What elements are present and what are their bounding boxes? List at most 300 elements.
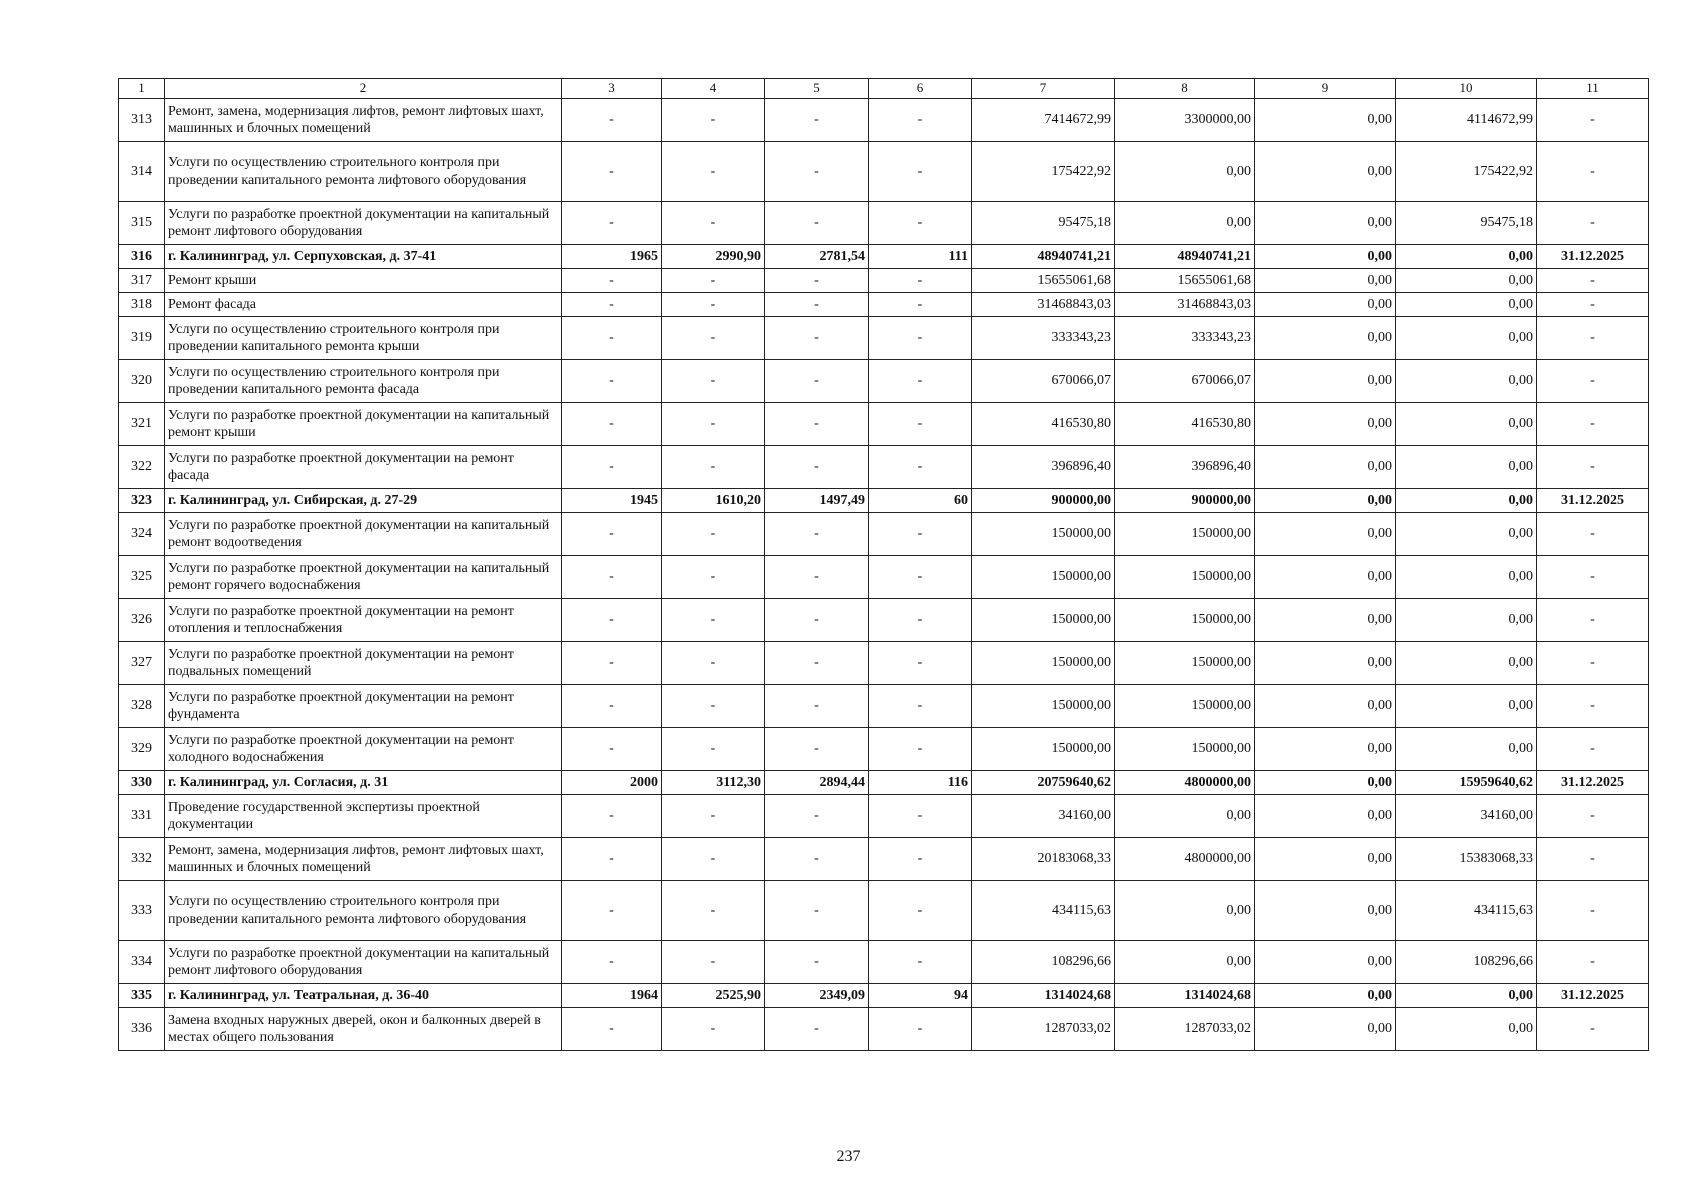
total-area-cell: - xyxy=(662,556,765,599)
living-area-cell: - xyxy=(765,293,869,317)
cost-owners-cell: 0,00 xyxy=(1396,513,1537,556)
total-cost-cell: 20759640,62 xyxy=(972,771,1115,795)
row-number-cell: 332 xyxy=(119,838,165,881)
total-area-cell: 2990,90 xyxy=(662,245,765,269)
deadline-cell: 31.12.2025 xyxy=(1537,245,1649,269)
residents-cell: - xyxy=(869,293,972,317)
row-number-cell: 323 xyxy=(119,489,165,513)
deadline-cell: - xyxy=(1537,99,1649,142)
deadline-cell: - xyxy=(1537,202,1649,245)
cost-budget-cell: 0,00 xyxy=(1255,556,1396,599)
total-area-cell: - xyxy=(662,881,765,941)
living-area-cell: - xyxy=(765,446,869,489)
total-area-cell: - xyxy=(662,599,765,642)
cost-fund-cell: 900000,00 xyxy=(1115,489,1255,513)
total-area-cell: - xyxy=(662,269,765,293)
cost-owners-cell: 0,00 xyxy=(1396,403,1537,446)
total-area-cell: 1610,20 xyxy=(662,489,765,513)
cost-fund-cell: 150000,00 xyxy=(1115,513,1255,556)
deadline-cell: 31.12.2025 xyxy=(1537,984,1649,1008)
work-item-row xyxy=(119,446,1649,489)
work-item-row xyxy=(119,685,1649,728)
description-cell: Ремонт фасада xyxy=(165,293,562,317)
deadline-cell: - xyxy=(1537,446,1649,489)
residents-cell: - xyxy=(869,941,972,984)
residents-cell: - xyxy=(869,403,972,446)
description-cell: Услуги по разработке проектной документации на капитальный ремонт горячего водоснабжения xyxy=(165,556,562,599)
year-cell: - xyxy=(562,941,662,984)
deadline-cell: - xyxy=(1537,269,1649,293)
cost-budget-cell: 0,00 xyxy=(1255,599,1396,642)
cost-fund-cell: 150000,00 xyxy=(1115,642,1255,685)
cost-owners-cell: 0,00 xyxy=(1396,360,1537,403)
living-area-cell: - xyxy=(765,881,869,941)
row-number-cell: 334 xyxy=(119,941,165,984)
address-row xyxy=(119,984,1649,1008)
cost-fund-cell: 31468843,03 xyxy=(1115,293,1255,317)
cost-owners-cell: 15959640,62 xyxy=(1396,771,1537,795)
residents-cell: - xyxy=(869,513,972,556)
capital-repair-table xyxy=(118,78,1649,1051)
residents-cell: 111 xyxy=(869,245,972,269)
total-cost-cell: 670066,07 xyxy=(972,360,1115,403)
deadline-cell: - xyxy=(1537,513,1649,556)
row-number-cell: 316 xyxy=(119,245,165,269)
residents-cell: - xyxy=(869,317,972,360)
total-cost-cell: 150000,00 xyxy=(972,556,1115,599)
cost-budget-cell: 0,00 xyxy=(1255,99,1396,142)
deadline-cell: - xyxy=(1537,317,1649,360)
cost-fund-cell: 1314024,68 xyxy=(1115,984,1255,1008)
cost-budget-cell: 0,00 xyxy=(1255,446,1396,489)
year-cell: - xyxy=(562,202,662,245)
total-area-cell: - xyxy=(662,728,765,771)
cost-budget-cell: 0,00 xyxy=(1255,941,1396,984)
row-number-cell: 317 xyxy=(119,269,165,293)
cost-owners-cell: 15383068,33 xyxy=(1396,838,1537,881)
total-area-cell: - xyxy=(662,446,765,489)
residents-cell: - xyxy=(869,881,972,941)
living-area-cell: - xyxy=(765,403,869,446)
row-number-cell: 327 xyxy=(119,642,165,685)
row-number-cell: 319 xyxy=(119,317,165,360)
description-cell: Ремонт крыши xyxy=(165,269,562,293)
residents-cell: - xyxy=(869,99,972,142)
row-number-cell: 335 xyxy=(119,984,165,1008)
cost-owners-cell: 0,00 xyxy=(1396,984,1537,1008)
cost-owners-cell: 0,00 xyxy=(1396,1008,1537,1051)
total-cost-cell: 7414672,99 xyxy=(972,99,1115,142)
living-area-cell: - xyxy=(765,795,869,838)
description-cell: Замена входных наружных дверей, окон и балконных дверей в местах общего пользования xyxy=(165,1008,562,1051)
cost-owners-cell: 0,00 xyxy=(1396,489,1537,513)
cost-fund-cell: 150000,00 xyxy=(1115,685,1255,728)
residents-cell: 60 xyxy=(869,489,972,513)
total-area-cell: - xyxy=(662,202,765,245)
residents-cell: 94 xyxy=(869,984,972,1008)
cost-budget-cell: 0,00 xyxy=(1255,1008,1396,1051)
row-number-cell: 320 xyxy=(119,360,165,403)
description-cell: Услуги по разработке проектной документации на ремонт фундамента xyxy=(165,685,562,728)
row-number-cell: 331 xyxy=(119,795,165,838)
residents-cell: - xyxy=(869,556,972,599)
row-number-cell: 321 xyxy=(119,403,165,446)
cost-fund-cell: 4800000,00 xyxy=(1115,838,1255,881)
living-area-cell: - xyxy=(765,556,869,599)
year-cell: - xyxy=(562,685,662,728)
total-area-cell: - xyxy=(662,513,765,556)
deadline-cell: - xyxy=(1537,360,1649,403)
work-item-row xyxy=(119,403,1649,446)
total-area-cell: - xyxy=(662,317,765,360)
row-number-cell: 315 xyxy=(119,202,165,245)
living-area-cell: - xyxy=(765,269,869,293)
deadline-cell: - xyxy=(1537,1008,1649,1051)
description-cell: Услуги по осуществлению строительного контроля при проведении капитального ремонта лифтового оборудования xyxy=(165,881,562,941)
year-cell: - xyxy=(562,403,662,446)
total-cost-cell: 150000,00 xyxy=(972,728,1115,771)
cost-budget-cell: 0,00 xyxy=(1255,838,1396,881)
total-area-cell: - xyxy=(662,838,765,881)
residents-cell: - xyxy=(869,642,972,685)
description-cell: Услуги по разработке проектной документации на капитальный ремонт крыши xyxy=(165,403,562,446)
cost-owners-cell: 175422,92 xyxy=(1396,142,1537,202)
residents-cell: - xyxy=(869,446,972,489)
description-cell: Услуги по разработке проектной документации на капитальный ремонт лифтового оборудования xyxy=(165,941,562,984)
total-cost-cell: 396896,40 xyxy=(972,446,1115,489)
cost-fund-cell: 396896,40 xyxy=(1115,446,1255,489)
description-cell: Услуги по разработке проектной документации на ремонт отопления и теплоснабжения xyxy=(165,599,562,642)
total-area-cell: 3112,30 xyxy=(662,771,765,795)
year-cell: - xyxy=(562,293,662,317)
column-header-3: 3 xyxy=(562,79,662,99)
column-header-7: 7 xyxy=(972,79,1115,99)
total-cost-cell: 1287033,02 xyxy=(972,1008,1115,1051)
description-cell: Ремонт, замена, модернизация лифтов, ремонт лифтовых шахт, машинных и блочных помещений xyxy=(165,99,562,142)
cost-fund-cell: 0,00 xyxy=(1115,202,1255,245)
row-number-cell: 324 xyxy=(119,513,165,556)
living-area-cell: 1497,49 xyxy=(765,489,869,513)
column-number-header-row xyxy=(119,79,1649,99)
cost-budget-cell: 0,00 xyxy=(1255,489,1396,513)
cost-budget-cell: 0,00 xyxy=(1255,771,1396,795)
row-number-cell: 329 xyxy=(119,728,165,771)
work-item-row xyxy=(119,941,1649,984)
work-item-row xyxy=(119,795,1649,838)
total-cost-cell: 34160,00 xyxy=(972,795,1115,838)
living-area-cell: - xyxy=(765,513,869,556)
table-body xyxy=(119,99,1649,1051)
year-cell: - xyxy=(562,269,662,293)
total-area-cell: - xyxy=(662,795,765,838)
deadline-cell: - xyxy=(1537,556,1649,599)
cost-budget-cell: 0,00 xyxy=(1255,685,1396,728)
cost-budget-cell: 0,00 xyxy=(1255,728,1396,771)
cost-budget-cell: 0,00 xyxy=(1255,881,1396,941)
work-item-row xyxy=(119,360,1649,403)
total-cost-cell: 416530,80 xyxy=(972,403,1115,446)
cost-fund-cell: 3300000,00 xyxy=(1115,99,1255,142)
description-cell: Ремонт, замена, модернизация лифтов, ремонт лифтовых шахт, машинных и блочных помещений xyxy=(165,838,562,881)
living-area-cell: - xyxy=(765,142,869,202)
residents-cell: - xyxy=(869,269,972,293)
column-header-11: 11 xyxy=(1537,79,1649,99)
cost-owners-cell: 0,00 xyxy=(1396,728,1537,771)
column-header-2: 2 xyxy=(165,79,562,99)
cost-budget-cell: 0,00 xyxy=(1255,202,1396,245)
cost-budget-cell: 0,00 xyxy=(1255,403,1396,446)
living-area-cell: - xyxy=(765,642,869,685)
page-number: 237 xyxy=(836,1148,861,1165)
total-cost-cell: 15655061,68 xyxy=(972,269,1115,293)
year-cell: 2000 xyxy=(562,771,662,795)
total-area-cell: - xyxy=(662,293,765,317)
column-header-8: 8 xyxy=(1115,79,1255,99)
cost-budget-cell: 0,00 xyxy=(1255,269,1396,293)
residents-cell: 116 xyxy=(869,771,972,795)
year-cell: - xyxy=(562,99,662,142)
living-area-cell: - xyxy=(765,202,869,245)
residents-cell: - xyxy=(869,838,972,881)
work-item-row xyxy=(119,728,1649,771)
work-item-row xyxy=(119,269,1649,293)
description-cell: Услуги по осуществлению строительного контроля при проведении капитального ремонта лифтового оборудования xyxy=(165,142,562,202)
cost-owners-cell: 0,00 xyxy=(1396,685,1537,728)
residents-cell: - xyxy=(869,360,972,403)
year-cell: - xyxy=(562,556,662,599)
deadline-cell: - xyxy=(1537,941,1649,984)
cost-fund-cell: 0,00 xyxy=(1115,941,1255,984)
description-cell: г. Калининград, ул. Сибирская, д. 27-29 xyxy=(165,489,562,513)
total-cost-cell: 20183068,33 xyxy=(972,838,1115,881)
description-cell: Проведение государственной экспертизы проектной документации xyxy=(165,795,562,838)
column-header-6: 6 xyxy=(869,79,972,99)
cost-owners-cell: 108296,66 xyxy=(1396,941,1537,984)
deadline-cell: - xyxy=(1537,728,1649,771)
year-cell: - xyxy=(562,838,662,881)
cost-owners-cell: 0,00 xyxy=(1396,599,1537,642)
cost-budget-cell: 0,00 xyxy=(1255,360,1396,403)
column-header-9: 9 xyxy=(1255,79,1396,99)
row-number-cell: 333 xyxy=(119,881,165,941)
cost-fund-cell: 150000,00 xyxy=(1115,728,1255,771)
work-item-row xyxy=(119,556,1649,599)
row-number-cell: 326 xyxy=(119,599,165,642)
deadline-cell: - xyxy=(1537,642,1649,685)
cost-fund-cell: 416530,80 xyxy=(1115,403,1255,446)
total-cost-cell: 150000,00 xyxy=(972,642,1115,685)
year-cell: - xyxy=(562,317,662,360)
row-number-cell: 328 xyxy=(119,685,165,728)
column-header-4: 4 xyxy=(662,79,765,99)
cost-owners-cell: 95475,18 xyxy=(1396,202,1537,245)
residents-cell: - xyxy=(869,202,972,245)
cost-budget-cell: 0,00 xyxy=(1255,513,1396,556)
deadline-cell: - xyxy=(1537,293,1649,317)
year-cell: - xyxy=(562,881,662,941)
description-cell: г. Калининград, ул. Согласия, д. 31 xyxy=(165,771,562,795)
column-header-1: 1 xyxy=(119,79,165,99)
residents-cell: - xyxy=(869,142,972,202)
cost-owners-cell: 4114672,99 xyxy=(1396,99,1537,142)
year-cell: - xyxy=(562,642,662,685)
address-row xyxy=(119,771,1649,795)
living-area-cell: 2349,09 xyxy=(765,984,869,1008)
work-item-row xyxy=(119,142,1649,202)
total-cost-cell: 108296,66 xyxy=(972,941,1115,984)
year-cell: - xyxy=(562,446,662,489)
total-cost-cell: 95475,18 xyxy=(972,202,1115,245)
cost-fund-cell: 1287033,02 xyxy=(1115,1008,1255,1051)
cost-budget-cell: 0,00 xyxy=(1255,317,1396,360)
description-cell: Услуги по разработке проектной документации на капитальный ремонт водоотведения xyxy=(165,513,562,556)
residents-cell: - xyxy=(869,1008,972,1051)
cost-owners-cell: 34160,00 xyxy=(1396,795,1537,838)
year-cell: - xyxy=(562,795,662,838)
total-cost-cell: 150000,00 xyxy=(972,513,1115,556)
total-area-cell: - xyxy=(662,941,765,984)
total-area-cell: - xyxy=(662,99,765,142)
work-item-row xyxy=(119,513,1649,556)
living-area-cell: 2781,54 xyxy=(765,245,869,269)
cost-fund-cell: 15655061,68 xyxy=(1115,269,1255,293)
cost-owners-cell: 0,00 xyxy=(1396,642,1537,685)
cost-budget-cell: 0,00 xyxy=(1255,642,1396,685)
deadline-cell: - xyxy=(1537,838,1649,881)
cost-owners-cell: 0,00 xyxy=(1396,317,1537,360)
residents-cell: - xyxy=(869,728,972,771)
total-area-cell: - xyxy=(662,642,765,685)
total-area-cell: - xyxy=(662,403,765,446)
year-cell: - xyxy=(562,599,662,642)
address-row xyxy=(119,489,1649,513)
living-area-cell: - xyxy=(765,317,869,360)
cost-fund-cell: 48940741,21 xyxy=(1115,245,1255,269)
deadline-cell: - xyxy=(1537,403,1649,446)
work-item-row xyxy=(119,881,1649,941)
cost-fund-cell: 333343,23 xyxy=(1115,317,1255,360)
description-cell: Услуги по разработке проектной документации на капитальный ремонт лифтового оборудования xyxy=(165,202,562,245)
description-cell: г. Калининград, ул. Серпуховская, д. 37-41 xyxy=(165,245,562,269)
cost-owners-cell: 0,00 xyxy=(1396,446,1537,489)
deadline-cell: - xyxy=(1537,599,1649,642)
cost-owners-cell: 0,00 xyxy=(1396,293,1537,317)
description-cell: Услуги по разработке проектной документации на ремонт подвальных помещений xyxy=(165,642,562,685)
living-area-cell: 2894,44 xyxy=(765,771,869,795)
living-area-cell: - xyxy=(765,685,869,728)
address-row xyxy=(119,245,1649,269)
row-number-cell: 322 xyxy=(119,446,165,489)
row-number-cell: 318 xyxy=(119,293,165,317)
cost-owners-cell: 434115,63 xyxy=(1396,881,1537,941)
work-item-row xyxy=(119,642,1649,685)
living-area-cell: - xyxy=(765,360,869,403)
year-cell: 1964 xyxy=(562,984,662,1008)
deadline-cell: - xyxy=(1537,881,1649,941)
year-cell: - xyxy=(562,728,662,771)
total-cost-cell: 900000,00 xyxy=(972,489,1115,513)
living-area-cell: - xyxy=(765,728,869,771)
total-cost-cell: 150000,00 xyxy=(972,685,1115,728)
cost-fund-cell: 0,00 xyxy=(1115,795,1255,838)
total-cost-cell: 150000,00 xyxy=(972,599,1115,642)
row-number-cell: 314 xyxy=(119,142,165,202)
total-cost-cell: 333343,23 xyxy=(972,317,1115,360)
year-cell: 1945 xyxy=(562,489,662,513)
year-cell: 1965 xyxy=(562,245,662,269)
total-cost-cell: 31468843,03 xyxy=(972,293,1115,317)
work-item-row xyxy=(119,838,1649,881)
column-header-5: 5 xyxy=(765,79,869,99)
total-cost-cell: 1314024,68 xyxy=(972,984,1115,1008)
work-item-row xyxy=(119,99,1649,142)
year-cell: - xyxy=(562,142,662,202)
cost-owners-cell: 0,00 xyxy=(1396,269,1537,293)
deadline-cell: - xyxy=(1537,142,1649,202)
cost-fund-cell: 0,00 xyxy=(1115,142,1255,202)
deadline-cell: - xyxy=(1537,795,1649,838)
living-area-cell: - xyxy=(765,1008,869,1051)
column-header-10: 10 xyxy=(1396,79,1537,99)
cost-fund-cell: 4800000,00 xyxy=(1115,771,1255,795)
cost-fund-cell: 0,00 xyxy=(1115,881,1255,941)
cost-fund-cell: 150000,00 xyxy=(1115,556,1255,599)
work-item-row xyxy=(119,599,1649,642)
year-cell: - xyxy=(562,1008,662,1051)
living-area-cell: - xyxy=(765,941,869,984)
year-cell: - xyxy=(562,513,662,556)
row-number-cell: 336 xyxy=(119,1008,165,1051)
row-number-cell: 325 xyxy=(119,556,165,599)
cost-fund-cell: 150000,00 xyxy=(1115,599,1255,642)
cost-owners-cell: 0,00 xyxy=(1396,556,1537,599)
residents-cell: - xyxy=(869,599,972,642)
deadline-cell: - xyxy=(1537,685,1649,728)
work-item-row xyxy=(119,202,1649,245)
row-number-cell: 330 xyxy=(119,771,165,795)
deadline-cell: 31.12.2025 xyxy=(1537,771,1649,795)
description-cell: г. Калининград, ул. Театральная, д. 36-40 xyxy=(165,984,562,1008)
cost-budget-cell: 0,00 xyxy=(1255,142,1396,202)
work-item-row xyxy=(119,317,1649,360)
cost-budget-cell: 0,00 xyxy=(1255,245,1396,269)
cost-budget-cell: 0,00 xyxy=(1255,293,1396,317)
total-cost-cell: 175422,92 xyxy=(972,142,1115,202)
cost-fund-cell: 670066,07 xyxy=(1115,360,1255,403)
description-cell: Услуги по разработке проектной документации на ремонт фасада xyxy=(165,446,562,489)
year-cell: - xyxy=(562,360,662,403)
residents-cell: - xyxy=(869,685,972,728)
living-area-cell: - xyxy=(765,838,869,881)
total-area-cell: - xyxy=(662,142,765,202)
cost-budget-cell: 0,00 xyxy=(1255,984,1396,1008)
description-cell: Услуги по разработке проектной документации на ремонт холодного водоснабжения xyxy=(165,728,562,771)
cost-budget-cell: 0,00 xyxy=(1255,795,1396,838)
deadline-cell: 31.12.2025 xyxy=(1537,489,1649,513)
work-item-row xyxy=(119,293,1649,317)
cost-owners-cell: 0,00 xyxy=(1396,245,1537,269)
living-area-cell: - xyxy=(765,99,869,142)
living-area-cell: - xyxy=(765,599,869,642)
total-area-cell: 2525,90 xyxy=(662,984,765,1008)
total-area-cell: - xyxy=(662,360,765,403)
total-cost-cell: 48940741,21 xyxy=(972,245,1115,269)
total-area-cell: - xyxy=(662,1008,765,1051)
total-cost-cell: 434115,63 xyxy=(972,881,1115,941)
row-number-cell: 313 xyxy=(119,99,165,142)
residents-cell: - xyxy=(869,795,972,838)
description-cell: Услуги по осуществлению строительного контроля при проведении капитального ремонта фасада xyxy=(165,360,562,403)
